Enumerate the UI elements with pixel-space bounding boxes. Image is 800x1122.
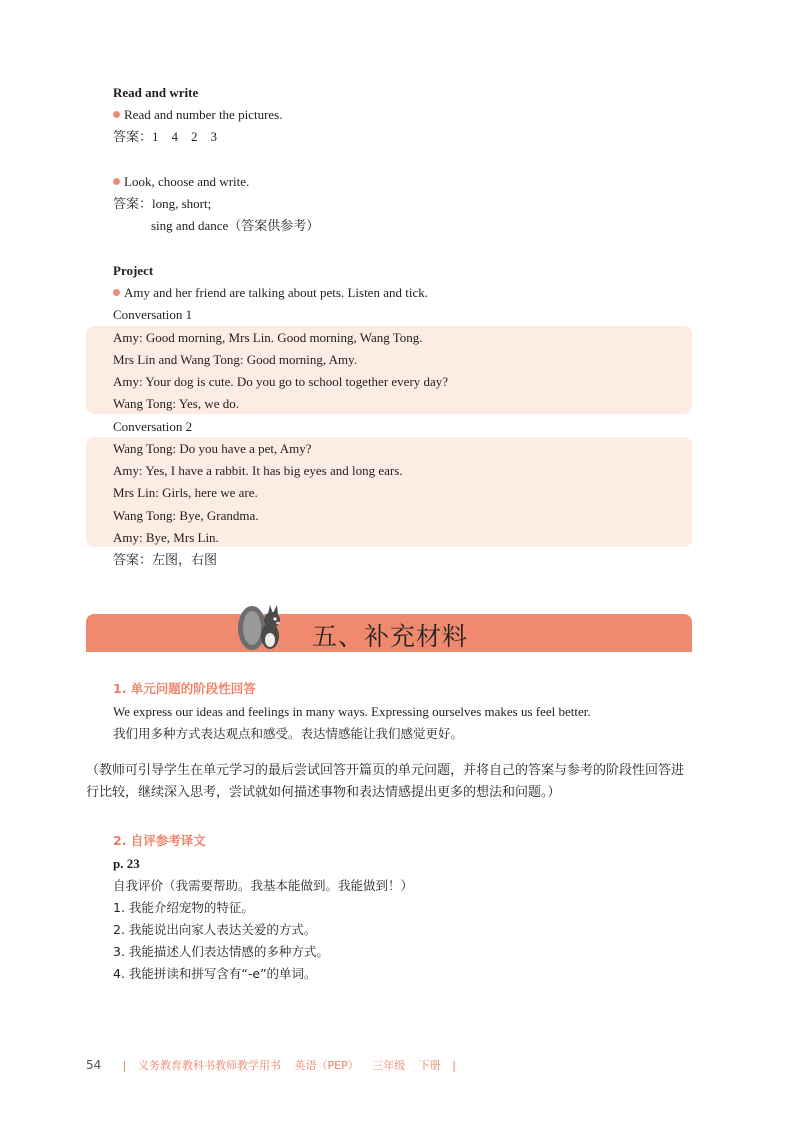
- dialogue-line: Amy: Your dog is cute. Do you go to school together every day?: [113, 374, 449, 389]
- dialogue-line: Amy: Good morning, Mrs Lin. Good morning, Wang Tong.: [113, 330, 423, 345]
- bullet-dot: [113, 178, 120, 185]
- section-heading-project: Project: [113, 263, 154, 278]
- footer-divider: |: [452, 1059, 456, 1072]
- bullet-text: Amy and her friend are talking about pets. Listen and tick.: [124, 285, 428, 300]
- bullet-text: Read and number the pictures.: [124, 107, 283, 122]
- footer-subject: 英语（PEP）: [294, 1059, 359, 1072]
- dialogue-line: Wang Tong: Bye, Grandma.: [113, 508, 259, 523]
- bullet-item-look-choose: [113, 173, 249, 191]
- unit-answer-en: We express our ideas and feelings in many ways. Expressing ourselves makes us feel better.: [113, 704, 591, 719]
- section-heading-read-write: Read and write: [113, 85, 199, 100]
- bullet-dot: [113, 111, 120, 118]
- footer-grade: 三年级: [372, 1059, 406, 1072]
- banner-title: 五、补充材料: [312, 622, 469, 651]
- self-evaluation-title: 自我评价（我需要帮助。我基本能做到。我能做到！）: [113, 878, 414, 893]
- answer-line: 答案：long, short;: [113, 196, 212, 211]
- bullet-text: Look, choose and write.: [124, 174, 250, 189]
- dialogue-line: Amy: Bye, Mrs Lin.: [113, 530, 219, 545]
- page-number: 54: [86, 1058, 102, 1072]
- list-item: 2. 我能说出向家人表达关爱的方式。: [113, 922, 317, 937]
- dialogue-line: Mrs Lin and Wang Tong: Good morning, Amy.: [113, 352, 358, 367]
- list-item: 4. 我能拼读和拼写含有“-e”的单词。: [113, 966, 317, 981]
- unit-answer-cn: 我们用多种方式表达观点和感受。表达情感能让我们感觉更好。: [113, 726, 464, 741]
- dialogue-line: Wang Tong: Yes, we do.: [113, 396, 240, 411]
- bullet-item-read-number: [113, 106, 282, 124]
- answer-line: 答案：左图，右图: [113, 552, 218, 567]
- list-item: 1. 我能介绍宠物的特征。: [113, 900, 254, 915]
- list-item: 3. 我能描述人们表达情感的多种方式。: [113, 944, 329, 959]
- subsection-heading-1: 1. 单元问题的阶段性回答: [113, 681, 256, 696]
- squirrel-icon: [232, 602, 288, 654]
- dialogue-line: Amy: Yes, I have a rabbit. It has big eyes and long ears.: [113, 463, 403, 478]
- conversation-2-title: Conversation 2: [113, 419, 193, 434]
- subsection-heading-2: 2. 自评参考译文: [113, 833, 206, 848]
- footer-series: 义务教育教科书教师教学用书: [138, 1059, 281, 1072]
- page-footer: [86, 1057, 464, 1073]
- footer-volume: 下册: [418, 1059, 441, 1072]
- answer-line-continued: sing and dance（答案供参考）: [151, 218, 320, 233]
- dialogue-line: Mrs Lin: Girls, here we are.: [113, 485, 258, 500]
- bullet-item-listen-tick: [113, 284, 428, 302]
- dialogue-line: Wang Tong: Do you have a pet, Amy?: [113, 441, 312, 456]
- answer-line: 答案：1 4 2 3: [113, 129, 218, 144]
- page-reference: p. 23: [113, 856, 140, 871]
- teacher-note: （教师可引导学生在单元学习的最后尝试回答开篇页的单元问题，并将自己的答案与参考的阶段性回答进行比较，继续深入思考，尝试就如何描述事物和表达情感提出更多的想法和问题。）: [86, 763, 685, 800]
- bullet-dot: [113, 289, 120, 296]
- conversation-1-title: Conversation 1: [113, 307, 193, 322]
- footer-divider: |: [122, 1059, 127, 1072]
